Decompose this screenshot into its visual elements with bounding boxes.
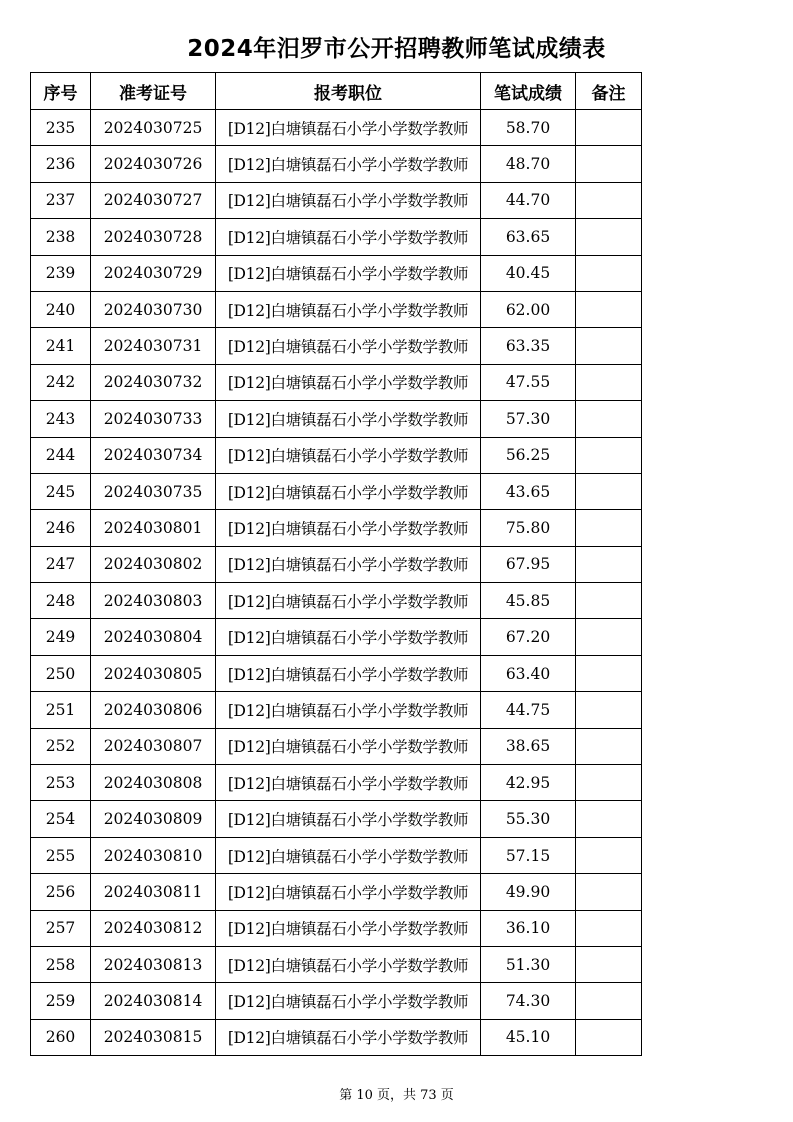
cell-score: 74.30 <box>481 983 576 1019</box>
cell-remark <box>576 546 642 582</box>
table-row <box>31 182 642 218</box>
cell-seq: 240 <box>31 291 91 327</box>
table-row <box>31 255 642 291</box>
cell-exam-id: 2024030806 <box>91 692 216 728</box>
cell-remark <box>576 291 642 327</box>
cell-seq: 254 <box>31 801 91 837</box>
cell-exam-id: 2024030814 <box>91 983 216 1019</box>
cell-seq: 237 <box>31 182 91 218</box>
cell-position: [D12]白塘镇磊石小学小学数学教师 <box>216 182 481 218</box>
cell-position: [D12]白塘镇磊石小学小学数学教师 <box>216 801 481 837</box>
cell-position: [D12]白塘镇磊石小学小学数学教师 <box>216 837 481 873</box>
cell-position: [D12]白塘镇磊石小学小学数学教师 <box>216 401 481 437</box>
cell-seq: 245 <box>31 473 91 509</box>
table-row <box>31 837 642 873</box>
column-header-exam-id: 准考证号 <box>91 73 216 110</box>
cell-seq: 257 <box>31 910 91 946</box>
cell-seq: 235 <box>31 110 91 146</box>
cell-exam-id: 2024030731 <box>91 328 216 364</box>
cell-seq: 252 <box>31 728 91 764</box>
cell-position: [D12]白塘镇磊石小学小学数学教师 <box>216 510 481 546</box>
table-row <box>31 619 642 655</box>
cell-seq: 239 <box>31 255 91 291</box>
cell-exam-id: 2024030802 <box>91 546 216 582</box>
cell-remark <box>576 874 642 910</box>
cell-exam-id: 2024030813 <box>91 946 216 982</box>
table-row <box>31 219 642 255</box>
cell-remark <box>576 146 642 182</box>
cell-position: [D12]白塘镇磊石小学小学数学教师 <box>216 983 481 1019</box>
cell-remark <box>576 619 642 655</box>
table-row <box>31 692 642 728</box>
cell-position: [D12]白塘镇磊石小学小学数学教师 <box>216 328 481 364</box>
table-row <box>31 401 642 437</box>
cell-score: 75.80 <box>481 510 576 546</box>
table-body <box>31 110 642 1056</box>
cell-exam-id: 2024030801 <box>91 510 216 546</box>
table-row <box>31 146 642 182</box>
cell-score: 36.10 <box>481 910 576 946</box>
cell-score: 51.30 <box>481 946 576 982</box>
cell-score: 63.65 <box>481 219 576 255</box>
cell-seq: 251 <box>31 692 91 728</box>
table-row <box>31 291 642 327</box>
column-header-position: 报考职位 <box>216 73 481 110</box>
cell-position: [D12]白塘镇磊石小学小学数学教师 <box>216 692 481 728</box>
cell-remark <box>576 110 642 146</box>
table-row <box>31 1019 642 1055</box>
cell-position: [D12]白塘镇磊石小学小学数学教师 <box>216 583 481 619</box>
score-table <box>30 72 642 1056</box>
cell-score: 45.85 <box>481 583 576 619</box>
cell-score: 38.65 <box>481 728 576 764</box>
cell-exam-id: 2024030811 <box>91 874 216 910</box>
cell-position: [D12]白塘镇磊石小学小学数学教师 <box>216 255 481 291</box>
cell-seq: 246 <box>31 510 91 546</box>
cell-exam-id: 2024030728 <box>91 219 216 255</box>
cell-seq: 236 <box>31 146 91 182</box>
cell-score: 63.40 <box>481 655 576 691</box>
cell-seq: 250 <box>31 655 91 691</box>
column-header-remark: 备注 <box>576 73 642 110</box>
cell-score: 42.95 <box>481 765 576 801</box>
cell-exam-id: 2024030815 <box>91 1019 216 1055</box>
cell-position: [D12]白塘镇磊石小学小学数学教师 <box>216 110 481 146</box>
cell-score: 57.15 <box>481 837 576 873</box>
cell-position: [D12]白塘镇磊石小学小学数学教师 <box>216 910 481 946</box>
cell-exam-id: 2024030733 <box>91 401 216 437</box>
cell-exam-id: 2024030804 <box>91 619 216 655</box>
cell-exam-id: 2024030807 <box>91 728 216 764</box>
cell-position: [D12]白塘镇磊石小学小学数学教师 <box>216 1019 481 1055</box>
cell-score: 43.65 <box>481 473 576 509</box>
cell-remark <box>576 728 642 764</box>
table-row <box>31 655 642 691</box>
cell-seq: 258 <box>31 946 91 982</box>
cell-position: [D12]白塘镇磊石小学小学数学教师 <box>216 146 481 182</box>
table-row <box>31 583 642 619</box>
cell-remark <box>576 255 642 291</box>
cell-score: 40.45 <box>481 255 576 291</box>
cell-remark <box>576 364 642 400</box>
cell-seq: 238 <box>31 219 91 255</box>
cell-score: 55.30 <box>481 801 576 837</box>
cell-remark <box>576 801 642 837</box>
cell-remark <box>576 692 642 728</box>
cell-score: 62.00 <box>481 291 576 327</box>
cell-seq: 260 <box>31 1019 91 1055</box>
cell-score: 57.30 <box>481 401 576 437</box>
cell-exam-id: 2024030730 <box>91 291 216 327</box>
cell-remark <box>576 182 642 218</box>
cell-position: [D12]白塘镇磊石小学小学数学教师 <box>216 219 481 255</box>
cell-exam-id: 2024030809 <box>91 801 216 837</box>
table-row <box>31 983 642 1019</box>
cell-exam-id: 2024030729 <box>91 255 216 291</box>
cell-seq: 249 <box>31 619 91 655</box>
cell-position: [D12]白塘镇磊石小学小学数学教师 <box>216 619 481 655</box>
table-row <box>31 328 642 364</box>
cell-score: 44.75 <box>481 692 576 728</box>
cell-seq: 256 <box>31 874 91 910</box>
cell-score: 67.95 <box>481 546 576 582</box>
table-row <box>31 801 642 837</box>
cell-remark <box>576 510 642 546</box>
page-title: 2024年汨罗市公开招聘教师笔试成绩表 <box>187 36 606 62</box>
cell-seq: 244 <box>31 437 91 473</box>
cell-seq: 248 <box>31 583 91 619</box>
cell-exam-id: 2024030808 <box>91 765 216 801</box>
cell-exam-id: 2024030735 <box>91 473 216 509</box>
cell-position: [D12]白塘镇磊石小学小学数学教师 <box>216 437 481 473</box>
cell-remark <box>576 583 642 619</box>
column-header-score: 笔试成绩 <box>481 73 576 110</box>
cell-position: [D12]白塘镇磊石小学小学数学教师 <box>216 874 481 910</box>
cell-remark <box>576 473 642 509</box>
cell-exam-id: 2024030727 <box>91 182 216 218</box>
cell-remark <box>576 910 642 946</box>
table-row <box>31 946 642 982</box>
cell-seq: 247 <box>31 546 91 582</box>
cell-seq: 241 <box>31 328 91 364</box>
cell-position: [D12]白塘镇磊石小学小学数学教师 <box>216 291 481 327</box>
cell-position: [D12]白塘镇磊石小学小学数学教师 <box>216 546 481 582</box>
cell-score: 48.70 <box>481 146 576 182</box>
cell-remark <box>576 437 642 473</box>
cell-remark <box>576 837 642 873</box>
cell-remark <box>576 219 642 255</box>
cell-remark <box>576 401 642 437</box>
table-row <box>31 110 642 146</box>
cell-score: 67.20 <box>481 619 576 655</box>
cell-remark <box>576 1019 642 1055</box>
cell-seq: 255 <box>31 837 91 873</box>
cell-seq: 259 <box>31 983 91 1019</box>
cell-remark <box>576 765 642 801</box>
cell-exam-id: 2024030734 <box>91 437 216 473</box>
table-row <box>31 765 642 801</box>
cell-position: [D12]白塘镇磊石小学小学数学教师 <box>216 473 481 509</box>
table-row <box>31 437 642 473</box>
cell-score: 63.35 <box>481 328 576 364</box>
cell-score: 45.10 <box>481 1019 576 1055</box>
table-row <box>31 473 642 509</box>
table-header <box>31 73 642 110</box>
cell-position: [D12]白塘镇磊石小学小学数学教师 <box>216 655 481 691</box>
page-footer: 第 10 页，共 73 页 <box>339 1088 454 1103</box>
cell-score: 47.55 <box>481 364 576 400</box>
cell-exam-id: 2024030805 <box>91 655 216 691</box>
cell-position: [D12]白塘镇磊石小学小学数学教师 <box>216 946 481 982</box>
column-header-seq: 序号 <box>31 73 91 110</box>
cell-position: [D12]白塘镇磊石小学小学数学教师 <box>216 765 481 801</box>
cell-score: 44.70 <box>481 182 576 218</box>
cell-exam-id: 2024030803 <box>91 583 216 619</box>
cell-exam-id: 2024030732 <box>91 364 216 400</box>
cell-remark <box>576 946 642 982</box>
cell-score: 56.25 <box>481 437 576 473</box>
table-row <box>31 510 642 546</box>
cell-position: [D12]白塘镇磊石小学小学数学教师 <box>216 364 481 400</box>
cell-remark <box>576 328 642 364</box>
table-row <box>31 364 642 400</box>
cell-exam-id: 2024030812 <box>91 910 216 946</box>
cell-remark <box>576 983 642 1019</box>
cell-position: [D12]白塘镇磊石小学小学数学教师 <box>216 728 481 764</box>
cell-score: 58.70 <box>481 110 576 146</box>
cell-exam-id: 2024030725 <box>91 110 216 146</box>
cell-seq: 242 <box>31 364 91 400</box>
table-row <box>31 874 642 910</box>
cell-seq: 243 <box>31 401 91 437</box>
cell-remark <box>576 655 642 691</box>
cell-exam-id: 2024030726 <box>91 146 216 182</box>
cell-exam-id: 2024030810 <box>91 837 216 873</box>
table-row <box>31 910 642 946</box>
header-row <box>31 73 642 110</box>
cell-score: 49.90 <box>481 874 576 910</box>
cell-seq: 253 <box>31 765 91 801</box>
table-row <box>31 728 642 764</box>
table-row <box>31 546 642 582</box>
